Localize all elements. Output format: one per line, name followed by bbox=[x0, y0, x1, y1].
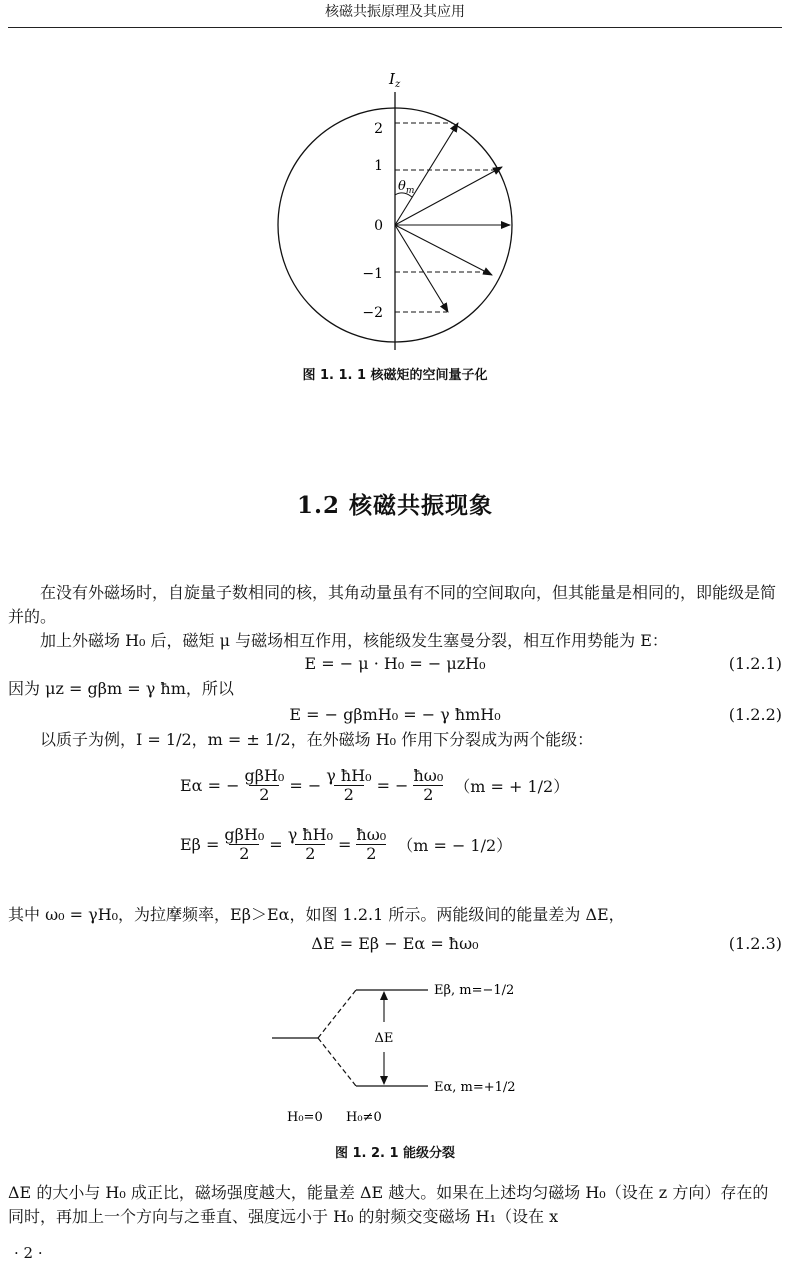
tick-label-m1: −1 bbox=[362, 266, 383, 282]
e-beta-mid1: = bbox=[269, 834, 283, 854]
upper-level-label: Eβ, m=−1/2 bbox=[434, 983, 515, 998]
equation-1-2-1-body: E = − μ · H₀ = − μzH₀ bbox=[304, 654, 486, 673]
e-beta-lhs: Eβ = bbox=[180, 834, 220, 854]
equation-1-2-3-body: ΔE = Eβ − Eα = ħω₀ bbox=[311, 934, 479, 953]
vector-m2 bbox=[395, 123, 458, 225]
e-beta-frac2: $\frac{\text{γ ħH₀}}{2}$ bbox=[287, 824, 334, 863]
e-beta-mid2: = bbox=[338, 834, 352, 854]
e-alpha-mid2: = − bbox=[376, 775, 409, 795]
e-alpha-lhs: Eα = − bbox=[180, 775, 240, 795]
tick-label-2: 2 bbox=[374, 121, 383, 137]
tick-label-0: 0 bbox=[374, 218, 383, 234]
figure-level-splitting bbox=[0, 975, 790, 1135]
vector-mneg1 bbox=[395, 225, 492, 275]
equation-1-2-1 bbox=[0, 652, 790, 676]
paragraph-zeeman: 加上外磁场 H₀ 后，磁矩 μ 与磁场相互作用，核能级发生塞曼分裂，相互作用势能为 E： bbox=[40, 631, 668, 650]
paragraph-degenerate: 在没有外磁场时，自旋量子数相同的核，其角动量虽有不同的空间取向，但其能量是相同的，即能级是简并的。 bbox=[8, 583, 777, 626]
figure1-caption: 图 1. 1. 1 核磁矩的空间量子化 bbox=[302, 368, 488, 383]
e-alpha-frac1: $\frac{\text{gβH₀}}{2}$ bbox=[244, 765, 285, 804]
equation-e-beta bbox=[180, 822, 512, 866]
e-beta-condition: （m = − 1/2） bbox=[397, 835, 513, 855]
split-dash-up bbox=[318, 990, 356, 1038]
equation-1-2-2 bbox=[0, 703, 790, 727]
theta-label: $\theta_m$ bbox=[398, 179, 415, 196]
e-beta-frac3: $\frac{\text{ħω₀}}{2}$ bbox=[356, 824, 387, 863]
iz-axis-label: $I_z$ bbox=[389, 70, 401, 90]
e-beta-frac1: $\frac{\text{gβH₀}}{2}$ bbox=[224, 824, 265, 863]
e-alpha-condition: （m = + 1/2） bbox=[454, 776, 570, 796]
section-title: 1.2 核磁共振现象 bbox=[296, 492, 494, 519]
h0-zero-label: H₀=0 bbox=[287, 1110, 323, 1125]
paragraph-resonance: ΔE 的大小与 H₀ 成正比，磁场强度越大，能量差 ΔE 越大。如果在上述均匀磁场 H₀（设在 z 方向）存在的同时，再加上一个方向与之垂直、强度远小于 H₀ 的射频交变磁场 H₁（设在 x bbox=[8, 1183, 769, 1226]
paragraph-proton: 以质子为例，I = 1/2，m = ± 1/2，在外磁场 H₀ 作用下分裂成为两个能级： bbox=[40, 730, 594, 749]
delta-e-label: ΔE bbox=[374, 1031, 394, 1046]
equation-1-2-3-number: (1.2.3) bbox=[728, 934, 782, 953]
h0-nonzero-label: H₀≠0 bbox=[346, 1110, 382, 1125]
tick-label-m2: −2 bbox=[362, 305, 383, 321]
figure2-caption: 图 1. 2. 1 能级分裂 bbox=[334, 1146, 456, 1161]
e-alpha-frac2: $\frac{\text{γ ħH₀}}{2}$ bbox=[326, 765, 372, 804]
equation-1-2-2-number: (1.2.2) bbox=[728, 705, 782, 724]
lower-level-label: Eα, m=+1/2 bbox=[434, 1080, 516, 1095]
e-alpha-frac3: $\frac{\text{ħω₀}}{2}$ bbox=[413, 765, 444, 804]
equation-1-2-2-body: E = − gβmH₀ = − γ ħmH₀ bbox=[289, 705, 501, 724]
page-number: · 2 · bbox=[14, 1244, 43, 1262]
split-dash-down bbox=[318, 1038, 356, 1086]
e-alpha-mid1: = − bbox=[289, 775, 322, 795]
equation-e-alpha bbox=[180, 763, 569, 807]
tick-label-1: 1 bbox=[374, 158, 383, 174]
running-head: 核磁共振原理及其应用 bbox=[325, 4, 465, 20]
paragraph-larmor: 其中 ω₀ = γH₀，为拉摩频率，Eβ＞Eα，如图 1.2.1 所示。两能级间的能量差为 ΔE， bbox=[8, 905, 625, 924]
header-rule bbox=[8, 27, 782, 28]
paragraph-mu-z: 因为 μz = gβm = γ ħm，所以 bbox=[8, 679, 234, 698]
equation-1-2-3 bbox=[0, 932, 790, 956]
equation-1-2-1-number: (1.2.1) bbox=[728, 654, 782, 673]
